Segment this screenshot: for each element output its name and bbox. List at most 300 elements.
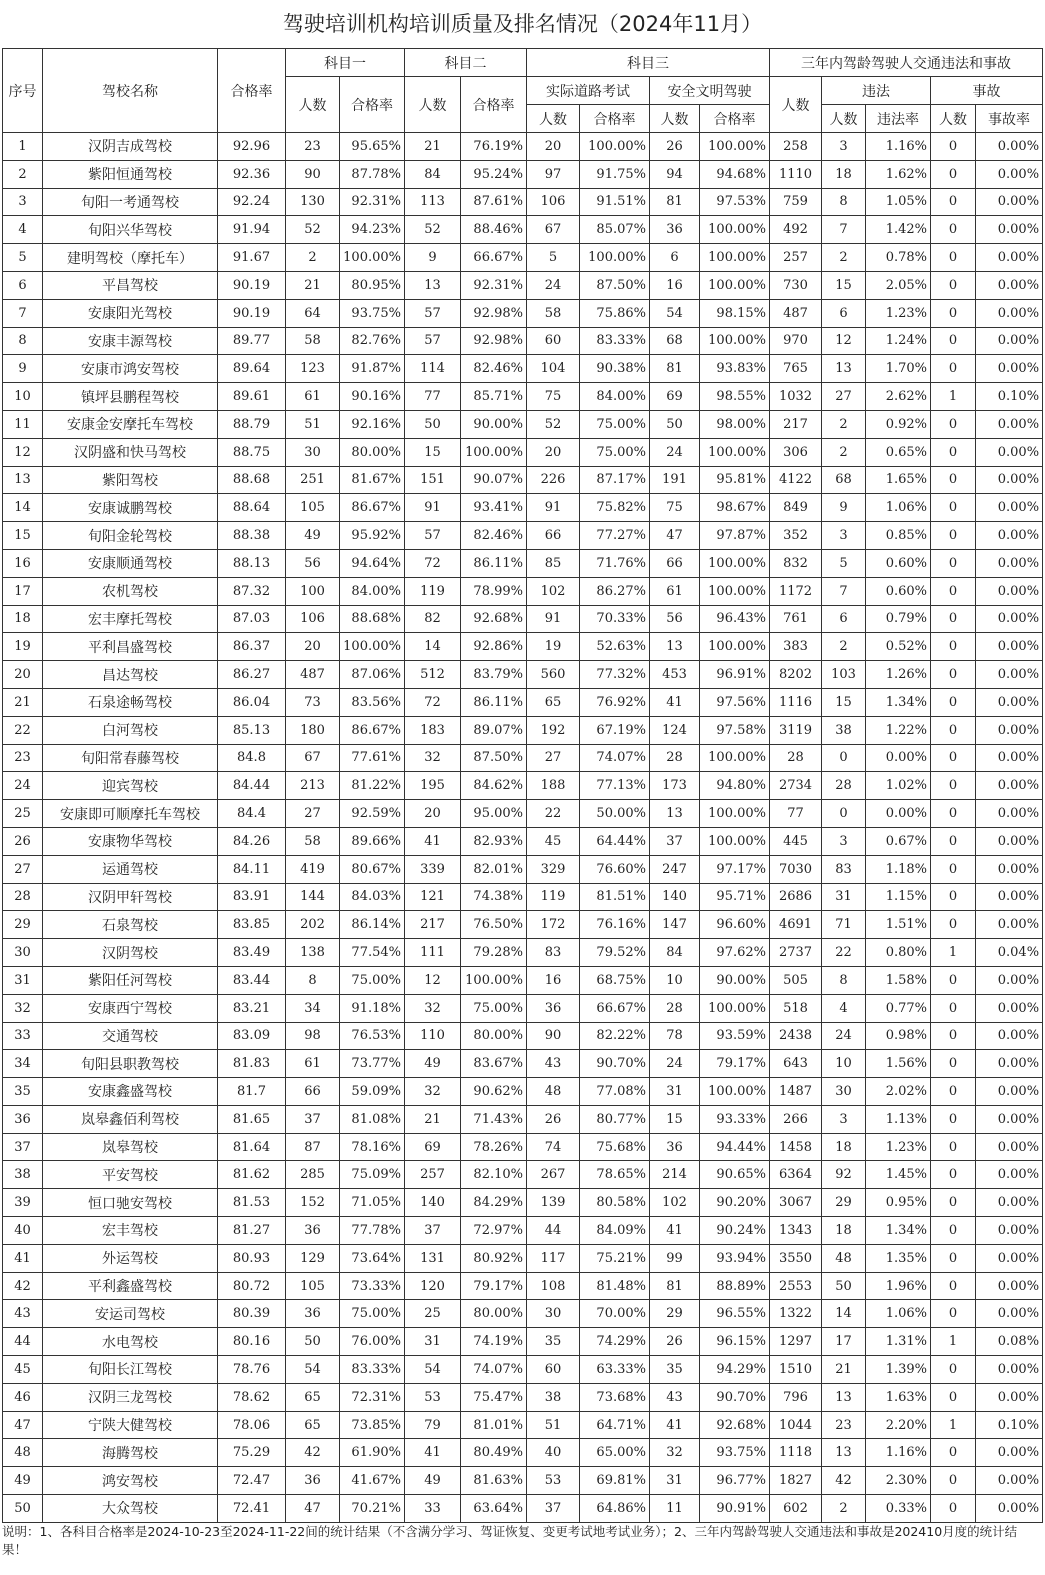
table-cell: 77.08% — [580, 1078, 650, 1106]
table-cell: 84.8 — [218, 744, 286, 772]
table-cell: 30 — [527, 1300, 580, 1328]
school-name-cell: 平利昌盛驾校 — [43, 633, 218, 661]
table-cell: 487 — [286, 661, 340, 689]
table-cell: 81.63% — [461, 1467, 527, 1495]
table-row — [3, 160, 1043, 188]
table-cell: 23 — [286, 133, 340, 161]
table-cell: 37 — [286, 1105, 340, 1133]
table-cell: 100.00% — [700, 633, 770, 661]
table-cell: 0.00% — [976, 605, 1043, 633]
table-cell: 1 — [3, 133, 43, 161]
table-cell: 81.65 — [218, 1105, 286, 1133]
table-cell: 0.85% — [866, 522, 931, 550]
table-cell: 88.13 — [218, 549, 286, 577]
table-cell: 95.92% — [340, 522, 405, 550]
table-cell: 0.00% — [976, 800, 1043, 828]
table-cell: 91.94 — [218, 216, 286, 244]
table-row — [3, 244, 1043, 272]
school-name-cell: 安康丰源驾校 — [43, 327, 218, 355]
table-row — [3, 133, 1043, 161]
table-cell: 80.67% — [340, 855, 405, 883]
table-cell: 27 — [527, 744, 580, 772]
table-cell: 202 — [286, 911, 340, 939]
table-cell: 16 — [3, 549, 43, 577]
table-cell: 3 — [3, 188, 43, 216]
table-cell: 13 — [822, 1439, 866, 1467]
table-cell: 1116 — [770, 688, 822, 716]
table-cell: 41 — [405, 1439, 461, 1467]
table-cell: 87.17% — [580, 466, 650, 494]
table-cell: 84.09% — [580, 1217, 650, 1245]
table-cell: 83.79% — [461, 661, 527, 689]
table-cell: 66.67% — [461, 244, 527, 272]
table-cell: 1044 — [770, 1411, 822, 1439]
table-cell: 86.11% — [461, 549, 527, 577]
table-cell: 26 — [527, 1105, 580, 1133]
table-cell: 796 — [770, 1383, 822, 1411]
table-cell: 36 — [3, 1105, 43, 1133]
table-cell: 285 — [286, 1161, 340, 1189]
table-cell: 0.00% — [976, 1217, 1043, 1245]
table-cell: 97 — [527, 160, 580, 188]
table-cell: 88.46% — [461, 216, 527, 244]
table-row — [3, 1467, 1043, 1495]
table-cell: 80.92% — [461, 1244, 527, 1272]
table-cell: 65 — [286, 1411, 340, 1439]
school-name-cell: 安康顺通驾校 — [43, 549, 218, 577]
table-cell: 2 — [822, 410, 866, 438]
table-cell: 50 — [650, 410, 700, 438]
table-cell: 30 — [286, 438, 340, 466]
table-cell: 183 — [405, 716, 461, 744]
table-row — [3, 661, 1043, 689]
table-cell: 60 — [527, 1356, 580, 1384]
table-cell: 38 — [3, 1161, 43, 1189]
table-cell: 58 — [527, 299, 580, 327]
header-violations: 三年内驾龄驾驶人交通违法和事故 — [770, 49, 1043, 77]
table-cell: 90 — [527, 1022, 580, 1050]
table-cell: 90.19 — [218, 299, 286, 327]
table-cell: 0.00% — [976, 661, 1043, 689]
table-cell: 28 — [650, 994, 700, 1022]
table-cell: 492 — [770, 216, 822, 244]
table-cell: 28 — [650, 744, 700, 772]
table-cell: 339 — [405, 855, 461, 883]
table-cell: 14 — [405, 633, 461, 661]
school-name-cell: 安康金安摩托车驾校 — [43, 410, 218, 438]
table-cell: 2.62% — [866, 383, 931, 411]
school-name-cell: 交通驾校 — [43, 1022, 218, 1050]
table-cell: 22 — [527, 800, 580, 828]
table-cell: 0 — [931, 522, 976, 550]
table-cell: 88.38 — [218, 522, 286, 550]
table-cell: 0.92% — [866, 410, 931, 438]
table-cell: 75.47% — [461, 1383, 527, 1411]
table-cell: 92.36 — [218, 160, 286, 188]
table-cell: 28 — [770, 744, 822, 772]
table-cell: 2734 — [770, 772, 822, 800]
table-cell: 78.99% — [461, 577, 527, 605]
table-cell: 0.00% — [976, 1022, 1043, 1050]
table-cell: 35 — [650, 1356, 700, 1384]
table-cell: 94.23% — [340, 216, 405, 244]
table-cell: 97.17% — [700, 855, 770, 883]
table-cell: 84 — [405, 160, 461, 188]
table-cell: 49 — [405, 1050, 461, 1078]
table-cell: 104 — [527, 355, 580, 383]
table-cell: 86.27% — [580, 577, 650, 605]
table-cell: 75.68% — [580, 1133, 650, 1161]
table-cell: 0 — [931, 800, 976, 828]
table-cell: 0.00% — [976, 633, 1043, 661]
school-name-cell: 岚皋驾校 — [43, 1133, 218, 1161]
table-cell: 1.24% — [866, 327, 931, 355]
header-subject3: 科目三 — [527, 49, 770, 77]
school-name-cell: 汉阴甲轩驾校 — [43, 883, 218, 911]
table-row — [3, 1050, 1043, 1078]
table-cell: 121 — [405, 883, 461, 911]
table-cell: 1 — [931, 1411, 976, 1439]
table-cell: 24 — [650, 438, 700, 466]
table-cell: 0.00% — [976, 466, 1043, 494]
table-cell: 3119 — [770, 716, 822, 744]
table-cell: 61 — [650, 577, 700, 605]
header-violation: 违法 — [822, 77, 931, 105]
table-cell: 52.63% — [580, 633, 650, 661]
table-cell: 67 — [527, 216, 580, 244]
table-cell: 100.00% — [340, 633, 405, 661]
table-cell: 191 — [650, 466, 700, 494]
table-cell: 1.13% — [866, 1105, 931, 1133]
table-cell: 0.00% — [976, 271, 1043, 299]
table-cell: 78.06 — [218, 1411, 286, 1439]
table-cell: 329 — [527, 855, 580, 883]
table-cell: 10 — [822, 1050, 866, 1078]
table-cell: 69 — [650, 383, 700, 411]
table-cell: 0.00% — [976, 1244, 1043, 1272]
table-cell: 0 — [931, 188, 976, 216]
table-cell: 2.02% — [866, 1078, 931, 1106]
table-cell: 251 — [286, 466, 340, 494]
table-cell: 8 — [286, 966, 340, 994]
table-cell: 1172 — [770, 577, 822, 605]
table-cell: 72.47 — [218, 1467, 286, 1495]
school-name-cell: 鸿安驾校 — [43, 1467, 218, 1495]
table-cell: 32 — [650, 1439, 700, 1467]
school-name-cell: 宏丰驾校 — [43, 1217, 218, 1245]
school-name-cell: 紫阳驾校 — [43, 466, 218, 494]
table-cell: 20 — [286, 633, 340, 661]
table-cell: 195 — [405, 772, 461, 800]
table-cell: 77.78% — [340, 1217, 405, 1245]
table-cell: 1.16% — [866, 133, 931, 161]
table-cell: 2.30% — [866, 1467, 931, 1495]
table-cell: 90.19 — [218, 271, 286, 299]
table-cell: 102 — [527, 577, 580, 605]
table-cell: 94.80% — [700, 772, 770, 800]
table-cell: 130 — [286, 188, 340, 216]
table-cell: 80.77% — [580, 1105, 650, 1133]
table-cell: 83.91 — [218, 883, 286, 911]
table-cell: 6 — [822, 299, 866, 327]
table-cell: 79.52% — [580, 939, 650, 967]
table-cell: 91.51% — [580, 188, 650, 216]
table-row — [3, 188, 1043, 216]
table-cell: 73.64% — [340, 1244, 405, 1272]
table-cell: 100.00% — [700, 244, 770, 272]
table-cell: 84.62% — [461, 772, 527, 800]
table-cell: 730 — [770, 271, 822, 299]
table-cell: 100.00% — [461, 438, 527, 466]
table-cell: 81.01% — [461, 1411, 527, 1439]
table-row — [3, 383, 1043, 411]
table-cell: 96.55% — [700, 1300, 770, 1328]
table-cell: 0.00% — [976, 577, 1043, 605]
school-name-cell: 旬阳一考通驾校 — [43, 188, 218, 216]
table-cell: 65 — [286, 1383, 340, 1411]
table-cell: 79.28% — [461, 939, 527, 967]
table-cell: 84.03% — [340, 883, 405, 911]
table-cell: 1458 — [770, 1133, 822, 1161]
table-cell: 93.33% — [700, 1105, 770, 1133]
table-cell: 0.00% — [976, 688, 1043, 716]
table-cell: 61 — [286, 383, 340, 411]
table-row — [3, 800, 1043, 828]
header-s1-people: 人数 — [286, 77, 340, 133]
table-cell: 80.95% — [340, 271, 405, 299]
table-cell: 83.56% — [340, 688, 405, 716]
table-cell: 54 — [286, 1356, 340, 1384]
table-cell: 2 — [822, 244, 866, 272]
table-cell: 9 — [405, 244, 461, 272]
header-subject1: 科目一 — [286, 49, 405, 77]
table-row — [3, 827, 1043, 855]
header-safe-rate: 合格率 — [700, 105, 770, 133]
table-cell: 113 — [405, 188, 461, 216]
table-cell: 0 — [931, 633, 976, 661]
table-cell: 0.00% — [976, 160, 1043, 188]
table-cell: 120 — [405, 1272, 461, 1300]
table-cell: 76.16% — [580, 911, 650, 939]
table-cell: 98.67% — [700, 494, 770, 522]
table-cell: 7 — [3, 299, 43, 327]
table-cell: 97.87% — [700, 522, 770, 550]
table-cell: 47 — [286, 1495, 340, 1523]
table-cell: 0.10% — [976, 1411, 1043, 1439]
school-name-cell: 运通驾校 — [43, 855, 218, 883]
table-cell: 77.13% — [580, 772, 650, 800]
table-cell: 17 — [822, 1328, 866, 1356]
table-cell: 2 — [822, 633, 866, 661]
table-cell: 94.64% — [340, 549, 405, 577]
table-cell: 43 — [3, 1300, 43, 1328]
table-cell: 88.68% — [340, 605, 405, 633]
table-cell: 83 — [527, 939, 580, 967]
table-cell: 131 — [405, 1244, 461, 1272]
table-cell: 91 — [527, 494, 580, 522]
table-cell: 73.68% — [580, 1383, 650, 1411]
table-row — [3, 577, 1043, 605]
table-cell: 91.18% — [340, 994, 405, 1022]
ranking-table — [2, 48, 1043, 1523]
table-cell: 2686 — [770, 883, 822, 911]
table-cell: 92.68% — [700, 1411, 770, 1439]
table-cell: 75.29 — [218, 1439, 286, 1467]
table-cell: 1 — [931, 939, 976, 967]
table-cell: 0.00% — [976, 1300, 1043, 1328]
table-cell: 110 — [405, 1022, 461, 1050]
table-cell: 82.22% — [580, 1022, 650, 1050]
table-cell: 78.65% — [580, 1161, 650, 1189]
table-cell: 41.67% — [340, 1467, 405, 1495]
table-row — [3, 1161, 1043, 1189]
table-cell: 0.00% — [976, 911, 1043, 939]
table-cell: 0 — [931, 271, 976, 299]
table-cell: 82.76% — [340, 327, 405, 355]
table-cell: 25 — [405, 1300, 461, 1328]
table-cell: 48 — [3, 1439, 43, 1467]
table-cell: 0 — [931, 716, 976, 744]
table-cell: 105 — [286, 494, 340, 522]
table-cell: 24 — [527, 271, 580, 299]
table-row — [3, 966, 1043, 994]
table-cell: 80.93 — [218, 1244, 286, 1272]
table-cell: 52 — [527, 410, 580, 438]
table-cell: 40 — [3, 1217, 43, 1245]
table-cell: 72.41 — [218, 1495, 286, 1523]
table-cell: 0.00% — [976, 966, 1043, 994]
table-cell: 86.67% — [340, 716, 405, 744]
table-cell: 37 — [527, 1495, 580, 1523]
school-name-cell: 白河驾校 — [43, 716, 218, 744]
table-cell: 48 — [527, 1078, 580, 1106]
table-cell: 80.49% — [461, 1439, 527, 1467]
table-cell: 3 — [822, 133, 866, 161]
table-cell: 257 — [770, 244, 822, 272]
table-cell: 0.60% — [866, 577, 931, 605]
table-cell: 0.00% — [976, 327, 1043, 355]
school-name-cell: 汉阴盛和快马驾校 — [43, 438, 218, 466]
table-cell: 103 — [822, 661, 866, 689]
table-cell: 88.64 — [218, 494, 286, 522]
table-cell: 445 — [770, 827, 822, 855]
table-row — [3, 772, 1043, 800]
table-cell: 0.00% — [976, 744, 1043, 772]
table-cell: 88.79 — [218, 410, 286, 438]
table-cell: 21 — [405, 133, 461, 161]
table-cell: 92.31% — [340, 188, 405, 216]
table-cell: 81.83 — [218, 1050, 286, 1078]
table-cell: 1827 — [770, 1467, 822, 1495]
school-name-cell: 恒口驰安驾校 — [43, 1189, 218, 1217]
table-cell: 0 — [931, 605, 976, 633]
table-cell: 12 — [405, 966, 461, 994]
table-cell: 81.48% — [580, 1272, 650, 1300]
table-cell: 1343 — [770, 1217, 822, 1245]
table-cell: 67.19% — [580, 716, 650, 744]
table-cell: 70.21% — [340, 1495, 405, 1523]
table-cell: 35 — [527, 1328, 580, 1356]
table-cell: 1.26% — [866, 661, 931, 689]
table-cell: 45 — [3, 1356, 43, 1384]
table-cell: 217 — [405, 911, 461, 939]
table-cell: 76.19% — [461, 133, 527, 161]
table-cell: 1.51% — [866, 911, 931, 939]
table-cell: 100.00% — [700, 549, 770, 577]
header-safe-people: 人数 — [650, 105, 700, 133]
table-cell: 80.72 — [218, 1272, 286, 1300]
table-cell: 22 — [3, 716, 43, 744]
school-name-cell: 大众驾校 — [43, 1495, 218, 1523]
table-row — [3, 1022, 1043, 1050]
table-cell: 78 — [650, 1022, 700, 1050]
table-cell: 13 — [822, 355, 866, 383]
table-cell: 81 — [650, 1272, 700, 1300]
table-cell: 65 — [527, 688, 580, 716]
table-cell: 90.20% — [700, 1189, 770, 1217]
table-cell: 1.06% — [866, 494, 931, 522]
table-cell: 1.22% — [866, 716, 931, 744]
table-cell: 2 — [822, 438, 866, 466]
school-name-cell: 岚皋鑫佰利驾校 — [43, 1105, 218, 1133]
table-cell: 92.98% — [461, 299, 527, 327]
table-cell: 91 — [527, 605, 580, 633]
table-cell: 75.82% — [580, 494, 650, 522]
header-safe-drive: 安全文明驾驶 — [650, 77, 770, 105]
table-cell: 0 — [931, 577, 976, 605]
table-cell: 1.45% — [866, 1161, 931, 1189]
table-cell: 0.80% — [866, 939, 931, 967]
table-cell: 1.31% — [866, 1328, 931, 1356]
table-cell: 90.62% — [461, 1078, 527, 1106]
table-cell: 258 — [770, 133, 822, 161]
table-cell: 0.00% — [976, 1161, 1043, 1189]
table-cell: 90.70% — [700, 1383, 770, 1411]
school-name-cell: 安运司驾校 — [43, 1300, 218, 1328]
table-row — [3, 911, 1043, 939]
table-row — [3, 688, 1043, 716]
table-cell: 67 — [286, 744, 340, 772]
header-seq: 序号 — [3, 49, 43, 133]
table-cell: 0 — [931, 688, 976, 716]
table-cell: 602 — [770, 1495, 822, 1523]
table-cell: 78.26% — [461, 1133, 527, 1161]
table-cell: 0.98% — [866, 1022, 931, 1050]
table-cell: 81 — [650, 355, 700, 383]
table-cell: 91 — [405, 494, 461, 522]
table-cell: 100.00% — [580, 133, 650, 161]
table-cell: 73 — [286, 688, 340, 716]
table-cell: 5 — [527, 244, 580, 272]
table-cell: 56 — [650, 605, 700, 633]
school-name-cell: 农机驾校 — [43, 577, 218, 605]
table-cell: 56 — [286, 549, 340, 577]
table-cell: 89.64 — [218, 355, 286, 383]
table-cell: 0 — [931, 994, 976, 1022]
table-cell: 172 — [527, 911, 580, 939]
table-row — [3, 522, 1043, 550]
header-accident-people: 人数 — [931, 105, 976, 133]
table-cell: 31 — [405, 1328, 461, 1356]
table-cell: 5 — [3, 244, 43, 272]
table-cell: 27 — [286, 800, 340, 828]
table-cell: 99 — [650, 1244, 700, 1272]
table-cell: 1.63% — [866, 1383, 931, 1411]
table-cell: 8 — [3, 327, 43, 355]
table-cell: 75.00% — [340, 966, 405, 994]
school-name-cell: 安康诚鹏驾校 — [43, 494, 218, 522]
table-cell: 49 — [405, 1467, 461, 1495]
